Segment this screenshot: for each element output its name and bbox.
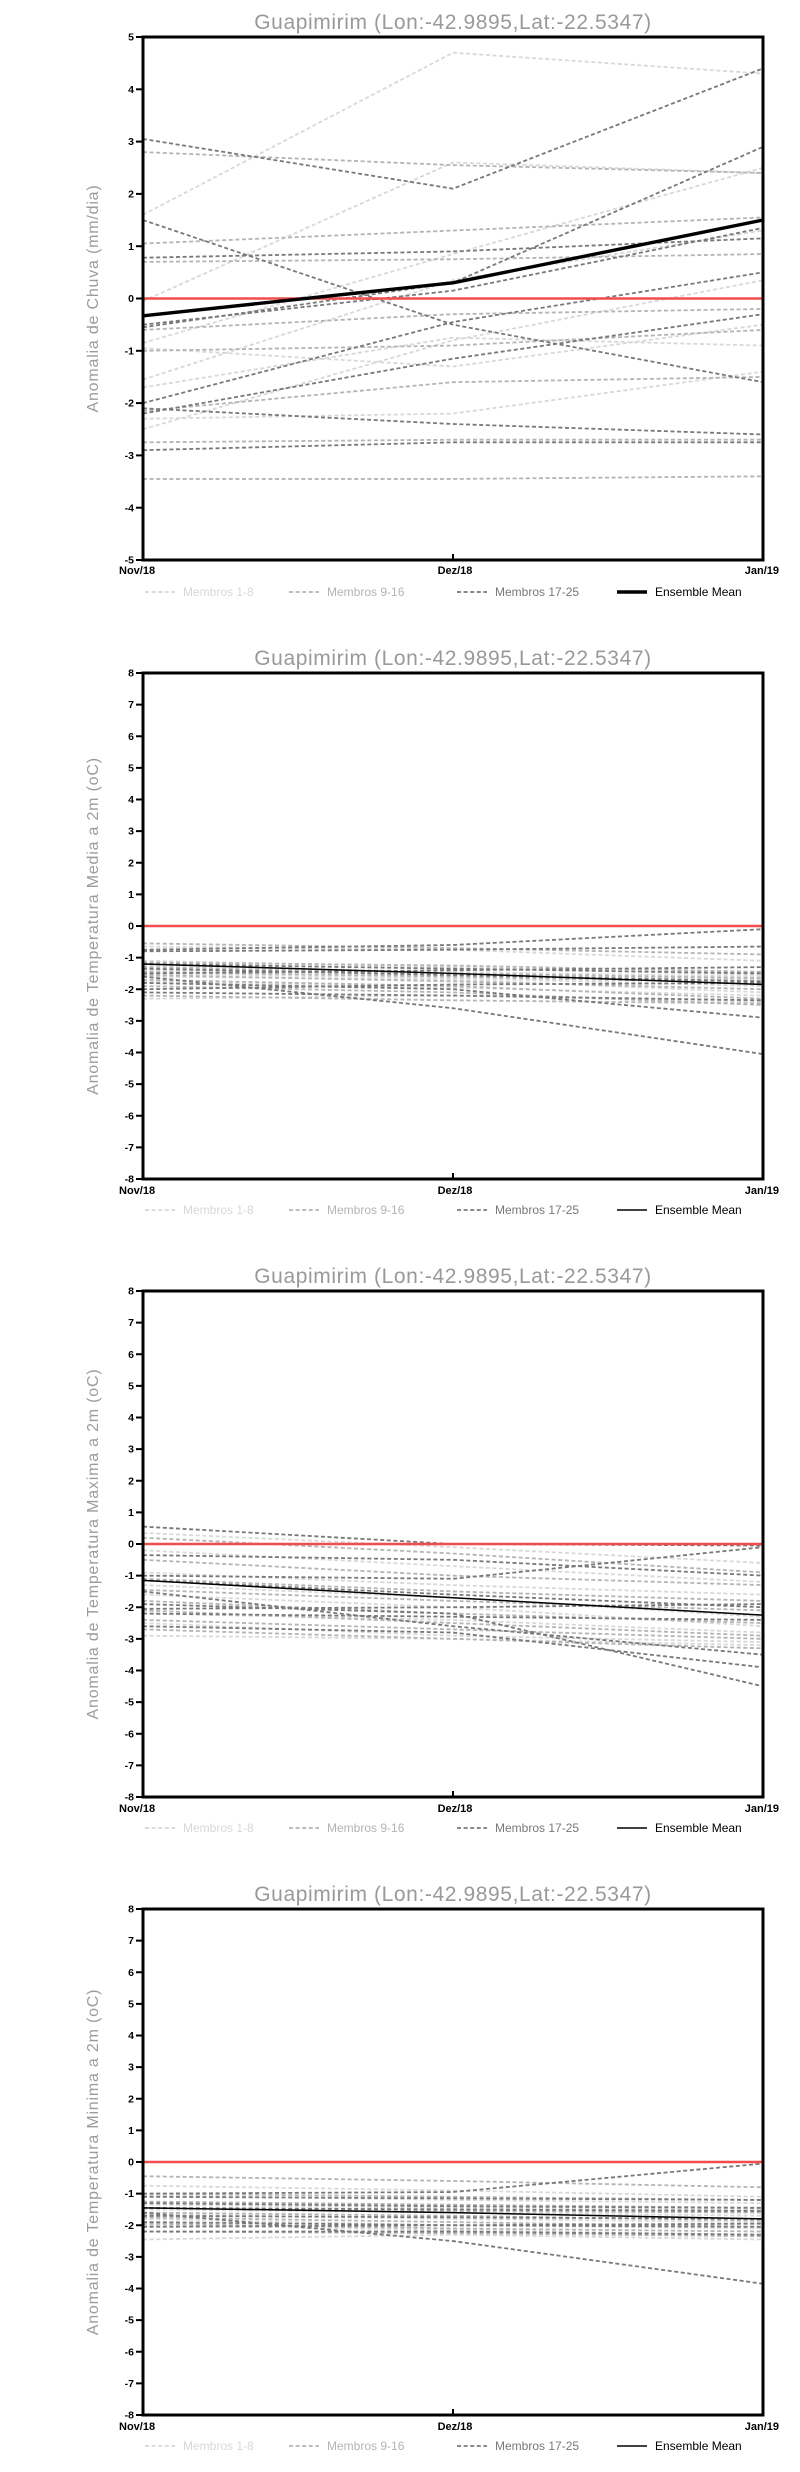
legend-item	[617, 2439, 742, 2453]
y-axis-ticks	[125, 32, 143, 567]
y-tick-label: -2	[124, 2219, 134, 2232]
member-line	[143, 338, 763, 388]
legend-item	[457, 2439, 579, 2453]
y-tick-label: -6	[124, 2346, 134, 2359]
members-group-3	[143, 929, 763, 1054]
chart-section-min-temperature	[0, 1854, 800, 2472]
x-tick-label-nov: Nov/18	[119, 1185, 156, 1197]
y-tick-label: -4	[124, 1047, 134, 1060]
member-line	[143, 377, 763, 411]
ensemble-mean-line	[143, 220, 763, 316]
legend-label: Membros 1-8	[183, 1203, 254, 1217]
y-tick-label: -6	[124, 1728, 134, 1741]
member-line	[143, 1601, 763, 1623]
y-tick-label: -8	[124, 2409, 134, 2422]
member-line	[143, 2176, 763, 2187]
y-tick-label: -3	[124, 450, 134, 462]
member-line	[143, 1636, 763, 1645]
y-tick-label: -4	[124, 502, 134, 515]
y-tick-label: 5	[128, 762, 134, 775]
member-line	[143, 280, 763, 429]
legend-label: Membros 9-16	[327, 585, 405, 599]
y-axis-ticks	[125, 1904, 143, 2422]
y-tick-label: 4	[128, 1412, 134, 1425]
x-tick-label-jan: Jan/19	[744, 2421, 779, 2433]
y-tick-label: -4	[124, 2283, 134, 2296]
y-tick-label: 7	[128, 699, 134, 712]
chart-svg-max-temperature	[0, 1236, 800, 1854]
y-axis-label: Anomalia de Temperatura Media a 2m (oC)	[85, 757, 102, 1095]
y-axis-label: Anomalia de Chuva (mm/dia)	[85, 184, 102, 413]
y-tick-label: 2	[128, 1475, 134, 1488]
y-tick-label: -6	[124, 1110, 134, 1123]
y-tick-label: 4	[128, 83, 134, 96]
legend-item	[617, 1203, 742, 1217]
legend-item	[145, 1821, 254, 1835]
legend-item	[289, 1821, 405, 1835]
y-tick-label: 1	[128, 1506, 134, 1519]
members-group-2	[143, 152, 763, 479]
y-tick-label: -4	[124, 1665, 134, 1678]
member-line	[143, 442, 763, 450]
member-line	[143, 2232, 763, 2235]
legend-item	[289, 2439, 405, 2453]
legend	[145, 2439, 742, 2453]
member-line	[143, 220, 763, 382]
y-tick-label: -1	[124, 2188, 134, 2201]
x-tick-label-dez: Dez/18	[437, 1803, 473, 1815]
legend-item	[289, 1203, 405, 1217]
x-tick-label-dez: Dez/18	[437, 1185, 473, 1197]
legend	[145, 585, 742, 599]
x-tick-label-dez: Dez/18	[437, 565, 473, 577]
member-line	[143, 476, 763, 479]
member-line	[143, 986, 763, 1005]
legend-label: Membros 1-8	[183, 2439, 254, 2453]
member-line	[143, 1614, 763, 1620]
x-tick-label-jan: Jan/19	[744, 565, 779, 577]
y-tick-label: 1	[128, 240, 134, 253]
y-tick-label: -3	[124, 2251, 134, 2264]
y-tick-label: 7	[128, 1935, 134, 1948]
chart-svg-precipitation	[0, 0, 800, 618]
member-line	[143, 53, 763, 215]
x-tick-label-jan: Jan/19	[744, 1803, 779, 1815]
x-tick-label-nov: Nov/18	[119, 2421, 156, 2433]
y-tick-label: 6	[128, 730, 134, 743]
member-line	[143, 330, 763, 351]
y-tick-label: -8	[124, 1173, 134, 1186]
y-tick-label: -7	[124, 2377, 134, 2390]
legend-label: Membros 1-8	[183, 585, 254, 599]
legend-item	[145, 2439, 254, 2453]
legend-item	[617, 585, 742, 599]
y-tick-label: 8	[128, 667, 134, 680]
member-line	[143, 2197, 763, 2200]
member-line	[143, 1585, 763, 1617]
chart-title: Guapimirim (Lon:-42.9895,Lat:-22.5347)	[254, 1883, 652, 1906]
legend-label: Ensemble Mean	[655, 585, 742, 599]
y-tick-label: -5	[124, 1078, 134, 1091]
legend-label: Membros 9-16	[327, 1821, 405, 1835]
y-tick-label: 6	[128, 1348, 134, 1361]
y-tick-label: 3	[128, 825, 134, 838]
member-line	[143, 2235, 763, 2240]
legend-item	[457, 1821, 579, 1835]
member-line	[143, 1547, 763, 1579]
legend-label: Ensemble Mean	[655, 1203, 742, 1217]
chart-svg-mean-temperature	[0, 618, 800, 1236]
legend-item	[289, 585, 405, 599]
y-tick-label: 0	[128, 920, 134, 933]
y-tick-label: 3	[128, 1443, 134, 1456]
legend-item	[457, 1203, 579, 1217]
y-tick-label: -1	[124, 1570, 134, 1583]
y-tick-label: 2	[128, 188, 134, 201]
y-tick-label: -2	[124, 1601, 134, 1614]
legend-item	[457, 585, 579, 599]
y-tick-label: 0	[128, 2156, 134, 2169]
y-tick-label: 5	[128, 1998, 134, 2011]
member-line	[143, 2164, 763, 2194]
y-axis-ticks	[125, 668, 143, 1186]
y-tick-label: -8	[124, 1791, 134, 1804]
x-tick-label-nov: Nov/18	[119, 565, 156, 577]
x-tick-label-jan: Jan/19	[744, 1185, 779, 1197]
members-group-1	[143, 53, 763, 430]
member-line	[143, 147, 763, 327]
member-line	[143, 1560, 763, 1585]
members-group-3	[143, 2164, 763, 2284]
y-tick-label: 3	[128, 136, 134, 149]
member-line	[143, 996, 763, 1004]
y-tick-label: -3	[124, 1015, 134, 1028]
y-tick-label: 8	[128, 1285, 134, 1298]
y-tick-label: 1	[128, 888, 134, 901]
y-tick-label: 8	[128, 1903, 134, 1916]
y-tick-label: -5	[124, 554, 134, 567]
chart-section-precipitation	[0, 0, 800, 618]
y-tick-label: -5	[124, 1696, 134, 1709]
y-tick-label: 2	[128, 857, 134, 870]
legend-label: Membros 17-25	[495, 1203, 580, 1217]
y-tick-label: 7	[128, 1317, 134, 1330]
legend-item	[145, 1203, 254, 1217]
y-tick-label: 0	[128, 1538, 134, 1551]
y-tick-label: 5	[128, 1380, 134, 1393]
legend-label: Membros 9-16	[327, 2439, 405, 2453]
member-line	[143, 325, 763, 367]
legend-label: Ensemble Mean	[655, 2439, 742, 2453]
chart-title: Guapimirim (Lon:-42.9895,Lat:-22.5347)	[254, 647, 652, 670]
legend-label: Membros 1-8	[183, 1821, 254, 1835]
y-tick-label: -3	[124, 1633, 134, 1646]
chart-title: Guapimirim (Lon:-42.9895,Lat:-22.5347)	[254, 1265, 652, 1288]
chart-section-mean-temperature	[0, 618, 800, 1236]
y-tick-label: -1	[124, 345, 134, 358]
chart-title: Guapimirim (Lon:-42.9895,Lat:-22.5347)	[254, 11, 652, 34]
chart-svg-min-temperature	[0, 1854, 800, 2472]
y-axis-label: Anomalia de Temperatura Maxima a 2m (oC)	[85, 1368, 102, 1720]
member-line	[143, 228, 763, 325]
y-tick-label: 1	[128, 2124, 134, 2137]
y-tick-label: -2	[124, 983, 134, 996]
member-line	[143, 2224, 763, 2232]
legend-label: Membros 9-16	[327, 1203, 405, 1217]
legend-label: Membros 17-25	[495, 2439, 580, 2453]
y-tick-label: 6	[128, 1966, 134, 1979]
member-line	[143, 238, 763, 257]
legend-label: Membros 17-25	[495, 1821, 580, 1835]
legend-label: Ensemble Mean	[655, 1821, 742, 1835]
y-tick-label: -1	[124, 952, 134, 965]
y-tick-label: -7	[124, 1759, 134, 1772]
x-tick-label-nov: Nov/18	[119, 1803, 156, 1815]
y-tick-label: 5	[128, 31, 134, 44]
y-tick-label: -7	[124, 1141, 134, 1154]
y-axis-label: Anomalia de Temperatura Minima a 2m (oC)	[85, 1988, 102, 2336]
member-line	[143, 440, 763, 443]
legend	[145, 1821, 742, 1835]
chart-section-max-temperature	[0, 1236, 800, 1854]
y-tick-label: 0	[128, 293, 134, 306]
member-line	[143, 408, 763, 434]
y-tick-label: -5	[124, 2314, 134, 2327]
legend	[145, 1203, 742, 1217]
y-tick-label: 4	[128, 2030, 134, 2043]
legend-item	[617, 1821, 742, 1835]
member-line	[143, 314, 763, 413]
y-tick-label: 2	[128, 2093, 134, 2106]
member-line	[143, 309, 763, 330]
y-axis-ticks	[125, 1286, 143, 1804]
y-tick-label: 4	[128, 794, 134, 807]
legend-item	[145, 585, 254, 599]
x-tick-label-dez: Dez/18	[437, 2421, 473, 2433]
y-tick-label: 3	[128, 2061, 134, 2074]
member-line	[143, 1604, 763, 1686]
member-line	[143, 1533, 763, 1563]
y-tick-label: -2	[124, 397, 134, 410]
legend-label: Membros 17-25	[495, 585, 580, 599]
